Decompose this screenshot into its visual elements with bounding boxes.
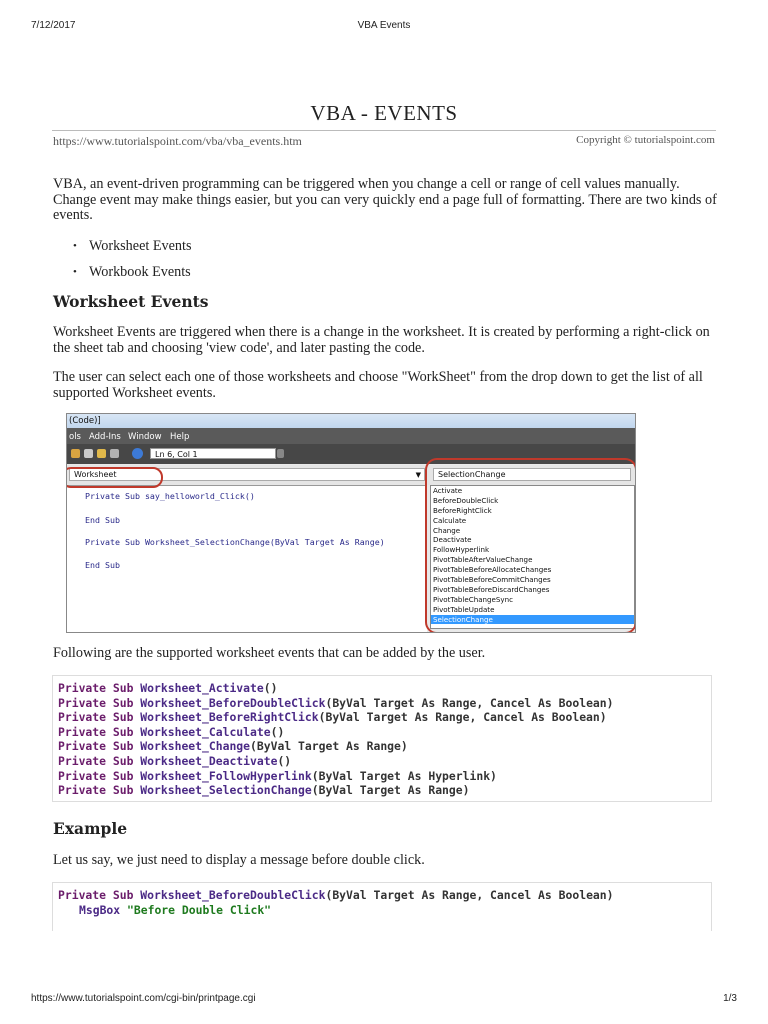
worksheet-dropdown-paragraph: The user can select each one of those worksheets and choose "WorkSheet" from the drop down to get the list of all supported Worksheet events.: [53, 369, 703, 401]
chevron-down-icon: ▼: [415, 471, 421, 479]
code-line: Private Sub Worksheet_Calculate(): [58, 724, 285, 739]
window-title: (Code)]: [67, 414, 636, 428]
menu-help[interactable]: Help: [170, 432, 190, 442]
page-title: VBA - EVENTS: [310, 101, 458, 125]
vba-editor-screenshot: [66, 413, 636, 633]
dropdown-item[interactable]: PivotTableUpdate: [433, 604, 495, 614]
code-editor[interactable]: [67, 485, 427, 633]
intro-paragraph: VBA, an event-driven programming can be triggered when you change a cell or range of cell values manually. Change event may make things easier, but you can very quickly end a page full of formatting. There are two kinds of events.: [53, 176, 717, 223]
dropdown-item[interactable]: Calculate: [433, 515, 467, 525]
highlight-ring-procedures: [425, 458, 636, 633]
print-footer-page: 1/3: [723, 993, 737, 1004]
section-heading-worksheet-events: Worksheet Events: [53, 292, 209, 311]
cursor-position-box: Ln 6, Col 1: [150, 448, 276, 459]
menu-add-ins[interactable]: Add-Ins: [89, 432, 121, 442]
code-line: Private Sub Worksheet_Activate(): [58, 681, 278, 695]
print-footer-url: https://www.tutorialspoint.com/cgi-bin/printpage.cgi: [31, 993, 256, 1004]
toolbar-icon[interactable]: [110, 449, 119, 458]
code-line: Private Sub Worksheet_Deactivate(): [58, 753, 292, 768]
code-line: End Sub: [85, 560, 120, 570]
code-line: Private Sub say_helloworld_Click(): [85, 491, 255, 501]
dropdown-item[interactable]: Activate: [433, 486, 463, 495]
code-line: End Sub: [85, 515, 120, 525]
code-line: Private Sub Worksheet_BeforeDoubleClick(ByVal Target As Range, Cancel As Boolean): [58, 695, 614, 710]
dropdown-item[interactable]: Change: [433, 525, 461, 535]
help-icon[interactable]: [132, 448, 143, 459]
code-line: Private Sub Worksheet_BeforeDoubleClick(ByVal Target As Range, Cancel As Boolean): [58, 888, 614, 902]
code-line: Private Sub Worksheet_BeforeRightClick(ByVal Target As Range, Cancel As Boolean): [58, 710, 607, 725]
menu-tools[interactable]: ols: [69, 432, 81, 442]
print-page-title: VBA Events: [357, 20, 411, 31]
source-url[interactable]: https://www.tutorialspoint.com/vba/vba_events.htm: [53, 134, 302, 148]
dropdown-item[interactable]: PivotTableAfterValueChange: [433, 555, 533, 565]
example-intro: Let us say, we just need to display a message before double click.: [53, 852, 425, 868]
code-line: MsgBox "Before Double Click": [79, 902, 272, 917]
copyright-notice: Copyright © tutorialspoint.com: [576, 134, 715, 146]
highlight-ring-object: [66, 467, 163, 488]
scroll-arrow-icon[interactable]: [277, 449, 284, 458]
dropdown-item[interactable]: PivotTableChangeSync: [433, 594, 514, 604]
dropdown-item-selected[interactable]: SelectionChange: [431, 615, 634, 625]
toolbar-icon[interactable]: [84, 449, 93, 458]
supported-events-intro: Following are the supported worksheet events that can be added by the user.: [53, 645, 486, 661]
section-heading-example: Example: [53, 819, 128, 838]
code-block-example: [52, 882, 712, 931]
procedure-combo-value: SelectionChange: [438, 470, 506, 479]
code-line: Private Sub Worksheet_SelectionChange(ByVal Target As Range): [85, 537, 385, 547]
dropdown-item[interactable]: PivotTableBeforeDiscardChanges: [433, 584, 550, 594]
dropdown-item[interactable]: PivotTableBeforeCommitChanges: [433, 575, 551, 585]
print-date: 7/12/2017: [31, 20, 76, 31]
toolbar-icon[interactable]: [71, 449, 80, 458]
dropdown-item[interactable]: BeforeDoubleClick: [433, 495, 499, 505]
dropdown-item[interactable]: PivotTableBeforeAllocateChanges: [433, 565, 552, 575]
code-line: Private Sub Worksheet_SelectionChange(ByVal Target As Range): [58, 783, 470, 798]
dropdown-item[interactable]: BeforeRightClick: [433, 505, 492, 515]
code-block-supported-events: [52, 675, 712, 802]
dropdown-item[interactable]: FollowHyperlink: [433, 545, 490, 555]
code-line: Private Sub Worksheet_FollowHyperlink(ByVal Target As Hyperlink): [58, 768, 497, 783]
list-item: • Workbook Events: [73, 264, 191, 290]
object-combo-value: Worksheet: [74, 470, 117, 479]
dropdown-item[interactable]: Deactivate: [433, 535, 472, 545]
code-line: Private Sub Worksheet_Change(ByVal Target As Range): [58, 739, 408, 754]
menu-window[interactable]: Window: [128, 432, 162, 442]
toolbar-icon[interactable]: [97, 449, 106, 458]
event-kinds-list: [73, 238, 191, 290]
worksheet-events-paragraph: Worksheet Events are triggered when there is a change in the worksheet. It is created by performing a right-click on the sheet tab and choosing 'view code', and later pasting the code.: [53, 324, 710, 356]
title-divider: [52, 130, 716, 131]
list-item: • Worksheet Events: [73, 238, 191, 264]
